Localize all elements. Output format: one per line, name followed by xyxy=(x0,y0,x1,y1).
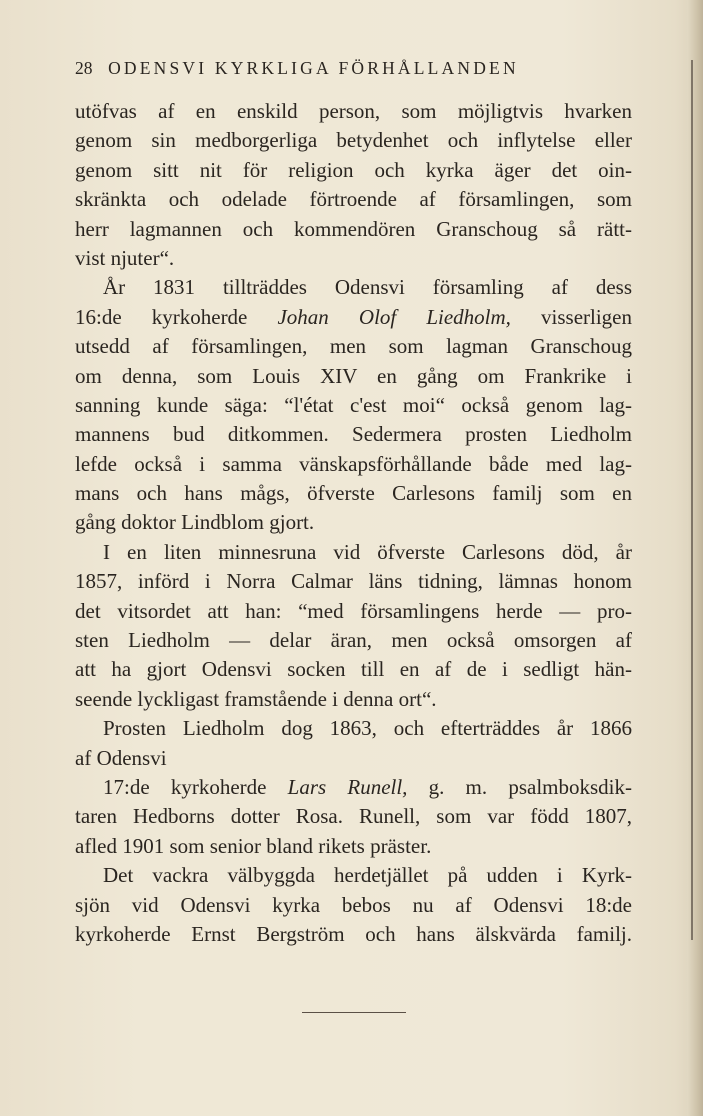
end-rule xyxy=(302,1012,406,1013)
text-line: utsedd af församlingen, men som lagman Granschoug xyxy=(75,334,632,359)
text-line: seende lyckligast framstående i denna ort“. xyxy=(75,686,437,711)
text-line: vist njuter“. xyxy=(75,245,175,270)
text-fragment: 16:de kyrkoherde xyxy=(75,304,248,329)
text-line: afled 1901 som senior bland rikets präster. xyxy=(75,833,432,858)
text-fragment: 17:de kyrkoherde xyxy=(103,774,267,799)
text-line: mannens bud ditkommen. Sedermera prosten Liedholm xyxy=(75,422,632,447)
text-line: År 1831 tillträddes Odensvi församling af dess xyxy=(103,275,632,300)
text-line: af Odensvi xyxy=(75,745,167,770)
running-title: ODENSVI KYRKLIGA FÖRHÅLLANDEN xyxy=(108,58,519,78)
text-line: skränkta och odelade förtroende af församlingen, som xyxy=(75,187,632,212)
gutter-line xyxy=(691,60,693,940)
text-line: Det vackra välbyggda herdetjället på udden i Kyrk- xyxy=(103,863,632,888)
text-line: lefde också i samma vänskapsförhållande både med lag- xyxy=(75,451,632,476)
text-line xyxy=(75,303,632,332)
person-name: Lars Runell, xyxy=(287,774,408,799)
text-line: Prosten Liedholm dog 1863, och efterträddes år 1866 xyxy=(103,716,632,741)
text-line: genom sin medborgerliga betydenhet och inflytelse eller xyxy=(75,128,632,153)
text-line: I en liten minnesruna vid öfverste Carlesons död, år xyxy=(103,539,632,564)
text-line: utöfvas af en enskild person, som möjligtvis hvarken xyxy=(75,99,632,123)
book-spine xyxy=(687,0,703,1116)
text-line: sten Liedholm — delar äran, men också omsorgen af xyxy=(75,628,632,653)
text-line: det vitsordet att han: “med församlingens herde — pro- xyxy=(75,598,632,623)
text-line: herr lagmannen och kommendören Granschoug så rätt- xyxy=(75,216,632,241)
person-name: Johan Olof Liedholm, xyxy=(277,304,511,329)
text-line: sanning kunde säga: “l'état c'est moi“ också genom lag- xyxy=(75,392,632,417)
page-number: 28 xyxy=(75,58,93,78)
text-line: att ha gjort Odensvi socken till en af de i sedligt hän- xyxy=(75,657,632,682)
text-line: sjön vid Odensvi kyrka bebos nu af Odensvi 18:de xyxy=(75,892,632,917)
text-line xyxy=(75,773,632,802)
running-header xyxy=(75,58,610,79)
text-line: kyrkoherde Ernst Bergström och hans älskvärda familj. xyxy=(75,921,632,946)
text-fragment: visserligen xyxy=(541,304,632,329)
text-line: genom sitt nit för religion och kyrka äger det oin- xyxy=(75,157,632,182)
text-line: mans och hans mågs, öfverste Carlesons familj som en xyxy=(75,481,632,506)
text-line: gång doktor Lindblom gjort. xyxy=(75,510,315,535)
text-fragment: g. m. psalmboksdik- xyxy=(428,774,632,799)
text-line: taren Hedborns dotter Rosa. Runell, som var född 1807, xyxy=(75,804,632,829)
text-line: 1857, införd i Norra Calmar läns tidning, lämnas honom xyxy=(75,569,632,594)
text-line: om denna, som Louis XIV en gång om Frankrike i xyxy=(75,363,632,388)
body-text xyxy=(75,97,632,949)
